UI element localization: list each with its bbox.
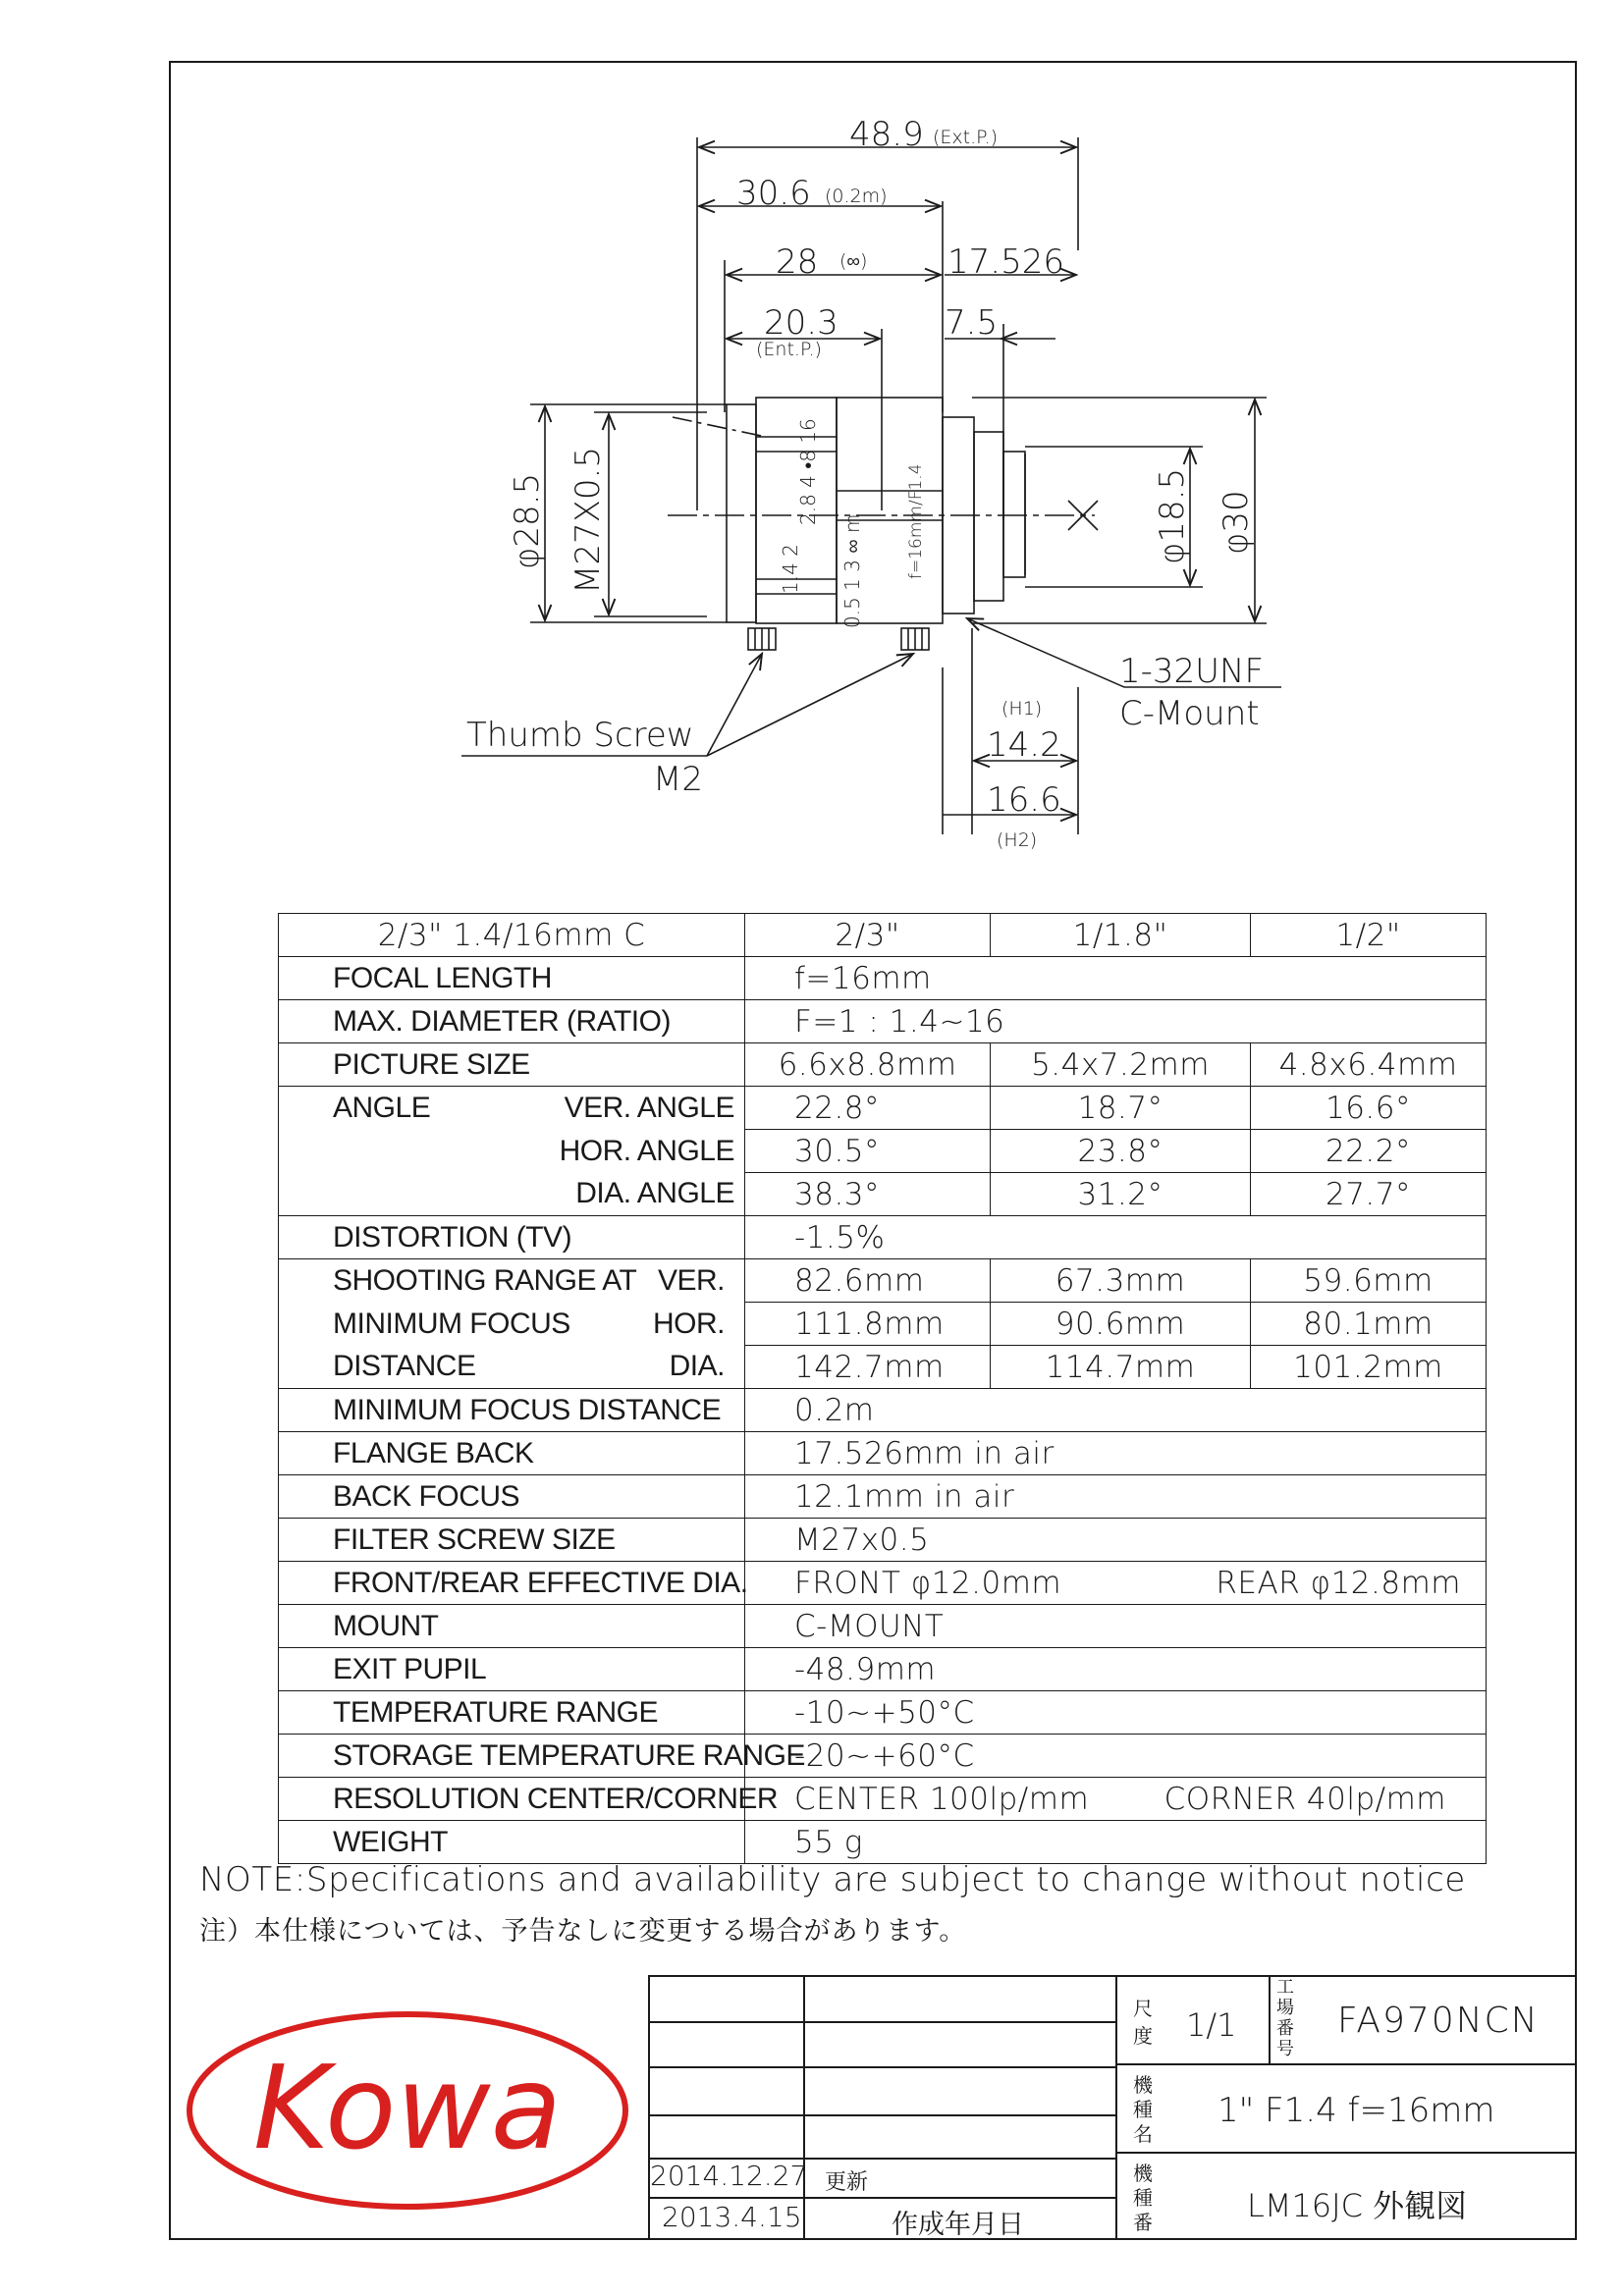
model-no-label: 機種番	[1133, 2162, 1153, 2234]
table-row	[279, 914, 1487, 957]
kowa-logo	[177, 2002, 638, 2218]
rev-date: 2014.12.27	[650, 2160, 808, 2192]
mount-label: MOUNT	[279, 1605, 745, 1648]
ver-angle-1: 22.8°	[745, 1087, 991, 1130]
picture-size-2: 5.4x7.2mm	[991, 1043, 1251, 1087]
title-block	[648, 1975, 1577, 2240]
table-row	[279, 1216, 1487, 1259]
distortion-value: -1.5%	[745, 1216, 1487, 1259]
h1-label: (H1)	[1001, 698, 1043, 720]
model-label: 機種名	[1133, 2073, 1153, 2146]
dim-02m-note: (0.2m)	[825, 186, 888, 207]
angle-cell	[279, 1087, 745, 1130]
temp-value: -10~+50°C	[745, 1691, 1487, 1735]
table-row	[279, 1346, 1487, 1389]
table-row	[279, 1519, 1487, 1562]
lens-outline-drawing	[0, 0, 1623, 883]
picture-size-label: PICTURE SIZE	[279, 1043, 745, 1087]
resolution-center: CENTER 100lp/mm	[794, 1781, 1090, 1817]
factory-label: 工場番号	[1276, 1977, 1294, 2059]
hor-angle-2: 23.8°	[991, 1130, 1251, 1173]
factory-value: FA970NCN	[1337, 2001, 1540, 2041]
mount-name: C-Mount	[1119, 694, 1260, 733]
table-row	[279, 1087, 1487, 1130]
ver-angle-3: 16.6°	[1251, 1087, 1487, 1130]
back-focus-label: BACK FOCUS	[279, 1475, 745, 1519]
shooting-cell-1	[279, 1259, 745, 1303]
dia-30: φ30	[1217, 490, 1256, 555]
table-row	[279, 1303, 1487, 1346]
table-row	[279, 1000, 1487, 1043]
mount-thread: 1-32UNF	[1119, 652, 1265, 691]
temp-label: TEMPERATURE RANGE	[279, 1691, 745, 1735]
created-date: 2013.4.15	[662, 2201, 802, 2233]
mfd-label: MINIMUM FOCUS DISTANCE	[279, 1389, 745, 1432]
shooting-label-2: MINIMUM FOCUS	[333, 1307, 570, 1340]
dia-28-5: φ28.5	[508, 472, 547, 569]
angle-label: ANGLE	[333, 1091, 431, 1124]
shooting-ver-label: VER.	[657, 1263, 725, 1297]
dim-ext-p-note: (Ext.P.)	[933, 127, 999, 148]
h2-value: 16.6	[987, 780, 1061, 820]
table-row	[279, 1432, 1487, 1475]
picture-size-1: 6.6x8.8mm	[745, 1043, 991, 1087]
table-row	[279, 1821, 1487, 1864]
dim-02m: 30.6	[736, 174, 811, 213]
shooting-label-3: DISTANCE	[333, 1350, 476, 1383]
picture-size-3: 4.8x6.4mm	[1251, 1043, 1487, 1087]
thumb-screw-size: M2	[653, 760, 703, 799]
scale-value: 1/1	[1186, 2006, 1237, 2044]
ver-angle-label: VER. ANGLE	[564, 1091, 734, 1124]
storage-value: -20~+60°C	[745, 1735, 1487, 1778]
shooting-cell-3	[279, 1346, 745, 1389]
table-row	[279, 1562, 1487, 1605]
table-row	[279, 1691, 1487, 1735]
dia-angle-label: DIA. ANGLE	[279, 1173, 745, 1216]
hor-angle-label: HOR. ANGLE	[279, 1130, 745, 1173]
max-diameter-label: MAX. DIAMETER (RATIO)	[279, 1000, 745, 1043]
focal-length-label: FOCAL LENGTH	[279, 957, 745, 1000]
table-row	[279, 1605, 1487, 1648]
dim-flange: 17.526	[947, 242, 1064, 282]
shooting-dia-label: DIA.	[669, 1350, 725, 1383]
focal-length-value: f=16mm	[745, 957, 1487, 1000]
max-diameter-value: F=1 : 1.4~16	[745, 1000, 1487, 1043]
header-col-2: 1/1.8"	[991, 914, 1251, 957]
table-row	[279, 1778, 1487, 1821]
logo-text: Kowa	[252, 2040, 563, 2175]
scale-label: 尺度	[1133, 1997, 1153, 2048]
shooting-cell-2	[279, 1303, 745, 1346]
resolution-label: RESOLUTION CENTER/CORNER	[279, 1778, 745, 1821]
hor-angle-3: 22.2°	[1251, 1130, 1487, 1173]
dia-angle-1: 38.3°	[745, 1173, 991, 1216]
weight-label: WEIGHT	[279, 1821, 745, 1864]
header-col-3: 1/2"	[1251, 914, 1487, 957]
effective-dia-front: FRONT φ12.0mm	[794, 1565, 1062, 1601]
h2-label: (H2)	[997, 829, 1038, 851]
header-col-1: 2/3"	[745, 914, 991, 957]
distortion-label: DISTORTION (TV)	[279, 1216, 745, 1259]
table-row	[279, 1648, 1487, 1691]
h1-value: 14.2	[987, 725, 1061, 765]
created-text: 作成年月日	[892, 2210, 1024, 2240]
shooting-hor-2: 90.6mm	[991, 1303, 1251, 1346]
table-row	[279, 1259, 1487, 1303]
shooting-hor-3: 80.1mm	[1251, 1303, 1487, 1346]
note-japanese: 注）本仕様については、予告なしに変更する場合があります。	[199, 1916, 967, 1947]
weight-value: 55 g	[745, 1821, 1487, 1864]
ver-angle-2: 18.7°	[991, 1087, 1251, 1130]
dim-ext-p: 48.9	[849, 115, 924, 154]
rev-text: 更新	[825, 2170, 869, 2195]
flange-back-label: FLANGE BACK	[279, 1432, 745, 1475]
dim-inf: 28	[776, 242, 819, 282]
dia-angle-3: 27.7°	[1251, 1173, 1487, 1216]
dia-angle-2: 31.2°	[991, 1173, 1251, 1216]
model-value: 1" F1.4 f=16mm	[1217, 2091, 1495, 2130]
barrel-fstops-2: 1.4 2	[779, 544, 802, 594]
barrel-name: f=16mm/F1.4	[906, 463, 926, 579]
note-english: NOTE:Specifications and availability are subject to change without notice	[199, 1860, 1466, 1899]
filter-label: FILTER SCREW SIZE	[279, 1519, 745, 1562]
filter-value: M27x0.5	[745, 1519, 1487, 1562]
shooting-hor-label: HOR.	[653, 1307, 725, 1340]
effective-dia-cell	[745, 1562, 1487, 1605]
dim-inf-note: (∞)	[839, 250, 868, 272]
shooting-ver-3: 59.6mm	[1251, 1259, 1487, 1303]
storage-label: STORAGE TEMPERATURE RANGE	[279, 1735, 745, 1778]
table-row	[279, 1173, 1487, 1216]
barrel-fstops: 2.8 4 •8 16	[796, 418, 820, 525]
effective-dia-rear: REAR φ12.8mm	[1216, 1565, 1461, 1601]
table-row	[279, 1475, 1487, 1519]
shooting-dia-2: 114.7mm	[991, 1346, 1251, 1389]
resolution-corner: CORNER 40lp/mm	[1163, 1781, 1446, 1817]
shooting-hor-1: 111.8mm	[745, 1303, 991, 1346]
exit-pupil-label: EXIT PUPIL	[279, 1648, 745, 1691]
mfd-value: 0.2m	[745, 1389, 1487, 1432]
shooting-ver-2: 67.3mm	[991, 1259, 1251, 1303]
exit-pupil-value: -48.9mm	[745, 1648, 1487, 1691]
mount-value: C-MOUNT	[745, 1605, 1487, 1648]
spec-table	[278, 913, 1487, 1864]
table-row	[279, 957, 1487, 1000]
dia-18-5: φ18.5	[1153, 467, 1192, 564]
thread-m27: M27X0.5	[568, 447, 608, 594]
shooting-dia-3: 101.2mm	[1251, 1346, 1487, 1389]
thumb-screw-label: Thumb Screw	[466, 716, 694, 755]
effective-dia-label: FRONT/REAR EFFECTIVE DIA.	[279, 1562, 745, 1605]
table-row	[279, 1389, 1487, 1432]
table-row	[279, 1130, 1487, 1173]
barrel-focus: 0.5 1 3 ∞ m	[840, 513, 864, 628]
table-row	[279, 1735, 1487, 1778]
back-focus-value: 12.1mm in air	[745, 1475, 1487, 1519]
flange-back-value: 17.526mm in air	[745, 1432, 1487, 1475]
header-model: 2/3" 1.4/16mm C	[279, 914, 745, 957]
table-row	[279, 1043, 1487, 1087]
model-no-value: LM16JC 外観図	[1247, 2187, 1468, 2224]
dim-ent-p: 20.3	[764, 303, 839, 343]
shooting-label-1: SHOOTING RANGE AT	[333, 1263, 637, 1297]
shooting-dia-1: 142.7mm	[745, 1346, 991, 1389]
hor-angle-1: 30.5°	[745, 1130, 991, 1173]
dim-7-5: 7.5	[945, 303, 999, 343]
resolution-cell	[745, 1778, 1487, 1821]
shooting-ver-1: 82.6mm	[745, 1259, 991, 1303]
dim-ent-p-note: (Ent.P.)	[756, 339, 822, 360]
